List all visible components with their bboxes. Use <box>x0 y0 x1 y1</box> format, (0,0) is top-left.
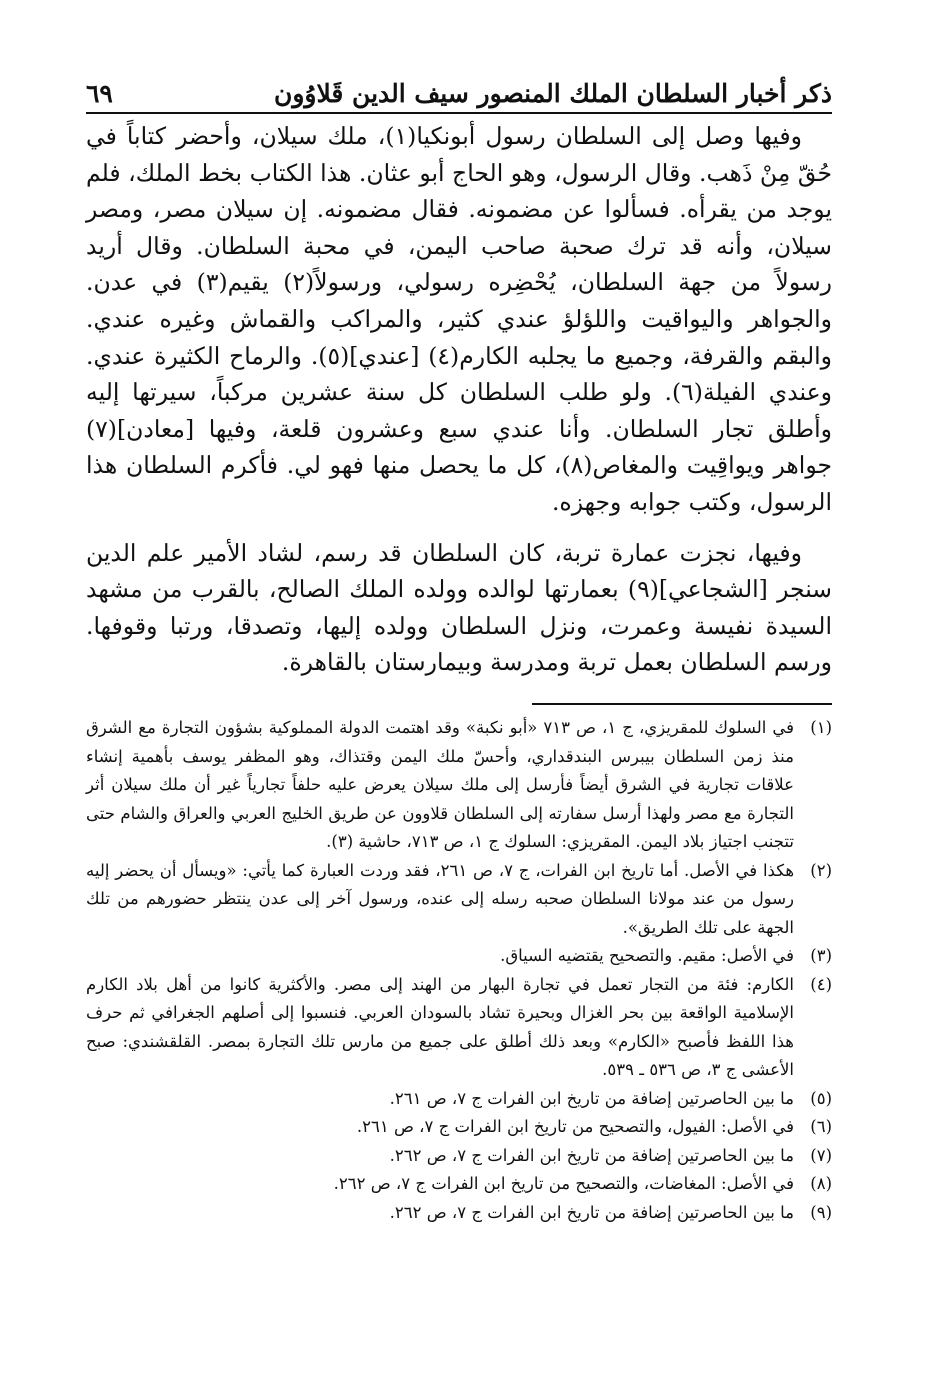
footnote-separator <box>532 703 832 705</box>
footnote <box>86 1142 832 1171</box>
footnote-number: (٣) <box>810 946 832 965</box>
footnote-number: (٤) <box>810 974 832 994</box>
paragraph-ceylon-envoy: وفيها وصل إلى السلطان رسول أبونكيا(١)، ملك سيلان، وأحضر كتاباً في حُقّ مِنْ ذَهب. وقال الرسول، وهو الحاج أبو عثان. هذا الكتاب بخط الملك، فلم يوجد من يقرأه. فسألوا عن مضمونه. فقال مضمونه. إن سيلان مصر، ومصر سيلان، وأنه قد ترك صحبة صاحب اليمن، في محبة السلطان. وقال أريد رسولاً من جهة السلطان، يُحْضِره رسولي، ورسولاً(٢) يقيم(٣) في عدن. والجواهر واليواقيت واللؤلؤ عندي كثير، والمراكب والقماش وغيره عندي. والبقم والقرفة، وجميع ما يجلبه الكارم(٤) [عندي](٥). والرماح الكثيرة عندي. وعندي الفيلة(٦). ولو طلب السلطان كل سنة عشرين مركباً، سيرتها إليه وأطلق تجار السلطان. وأنا عندي سبع وعشرون قلعة، وفيها [معادن](٧) جواهر ويواقِيت والمغاص(٨)، كل ما يحصل منها فهو لي. فأكرم السلطان هذا الرسول، وكتب جوابه وجهزه. <box>86 122 833 516</box>
footnote-text: ما بين الحاصرتين إضافة من تاريخ ابن الفرات ج ٧، ص ٢٦٢. <box>389 1145 794 1165</box>
footnote-text: الكارم: فئة من التجار تعمل في تجارة البهار من الهند إلى مصر. والأكثرية كانوا من أهل بلاد الكارم الإسلامية الواقعة بين بحر الغزال وبحيرة تشاد بالسودان العربي. فنسبوا إلى أصلهم الجغرافي ثم حرف هذا اللفظ فأصبح «الكارم» وبعد ذلك أطلق على جميع من مارس تلك التجارة بمصر. القلقشندي: صبح الأعشى ج ٣، ص ٥٣٦ ـ ٥٣٩. <box>86 974 794 1079</box>
footnote <box>86 971 832 1085</box>
footnote <box>86 1113 832 1142</box>
footnote-number: (١) <box>810 718 832 737</box>
footnote-number: (٨) <box>810 1174 832 1193</box>
main-text <box>86 118 832 681</box>
footnote-text: في السلوك للمقريزي، ج ١، ص ٧١٣ «أبو نكبة» وقد اهتمت الدولة المملوكية بشؤون التجارة مع الشرق منذ زمن السلطان بيبرس البندقداري، وأحسّ ملك اليمن وقتذاك، وهو المظفر يوسف بأهمية إنشاء علاقات تجارية في الشرق أيضاً فأرسل إلى ملك سيلان يعرض عليه حلفاً تجارياً غير أن ملك سيلان أثر التجارة مع مصر ولهذا أرسل سفارته إلى السلطان قلاوون عن طريق الخليج العربي والعراق والشام حتى تتجنب اجتياز بلاد اليمن. المقريزي: السلوك ج ١، ص ٧١٣، حاشية (٣). <box>86 718 794 851</box>
paragraph-tomb-construction: وفيها، نجزت عمارة تربة، كان السلطان قد رسم، لشاد الأمير علم الدين سنجر [الشجاعي](٩) بعمارتها لوالده وولده الملك الصالح، بالقرب من مشهد السيدة نفيسة وعمرت، ونزل السلطان وولده إليها، وتصدقا، ورتبا وقوفها. ورسم السلطان بعمل تربة ومدرسة وبيمارستان بالقاهرة. <box>86 538 832 677</box>
footnote-text: في الأصل: الفيول، والتصحيح من تاريخ ابن الفرات ج ٧، ص ٢٦١. <box>356 1117 794 1136</box>
footnotes <box>86 714 832 1227</box>
footnote <box>86 1085 832 1114</box>
footnote-number: (٦) <box>810 1117 832 1136</box>
footnote <box>86 714 832 857</box>
footnote <box>86 857 832 943</box>
header-title: ذكر أخبار السلطان الملك المنصور سيف الدين قَلاوُون <box>273 79 832 108</box>
footnote-text: ما بين الحاصرتين إضافة من تاريخ ابن الفرات ج ٧، ص ٢٦٢. <box>389 1202 794 1222</box>
footnote <box>86 1170 832 1199</box>
footnote <box>86 1199 832 1228</box>
footnote-number: (٧) <box>810 1145 832 1165</box>
footnote-number: (٩) <box>810 1202 832 1222</box>
running-header <box>86 70 832 114</box>
page-number: ٦٩ <box>86 79 113 108</box>
footnote-number: (٢) <box>810 860 832 880</box>
footnote <box>86 942 832 971</box>
footnote-number: (٥) <box>810 1088 832 1108</box>
footnote-text: هكذا في الأصل. أما تاريخ ابن الفرات، ج ٧، ص ٢٦١، فقد وردت العبارة كما يأتي: «ويسأل أن يحضر إليه رسول من عند مولانا السلطان صحبه رسله إلى عنده، ورسول آخر إلى عدن ينتظر حضورهم من تلك الجهة على تلك الطريق». <box>86 860 795 937</box>
footnote-text: في الأصل: مقيم. والتصحيح يقتضيه السياق. <box>500 946 794 965</box>
footnote-text: ما بين الحاصرتين إضافة من تاريخ ابن الفرات ج ٧، ص ٢٦١. <box>389 1088 794 1108</box>
footnote-text: في الأصل: المغاضات، والتصحيح من تاريخ ابن الفرات ج ٧، ص ٢٦٢. <box>333 1174 794 1193</box>
